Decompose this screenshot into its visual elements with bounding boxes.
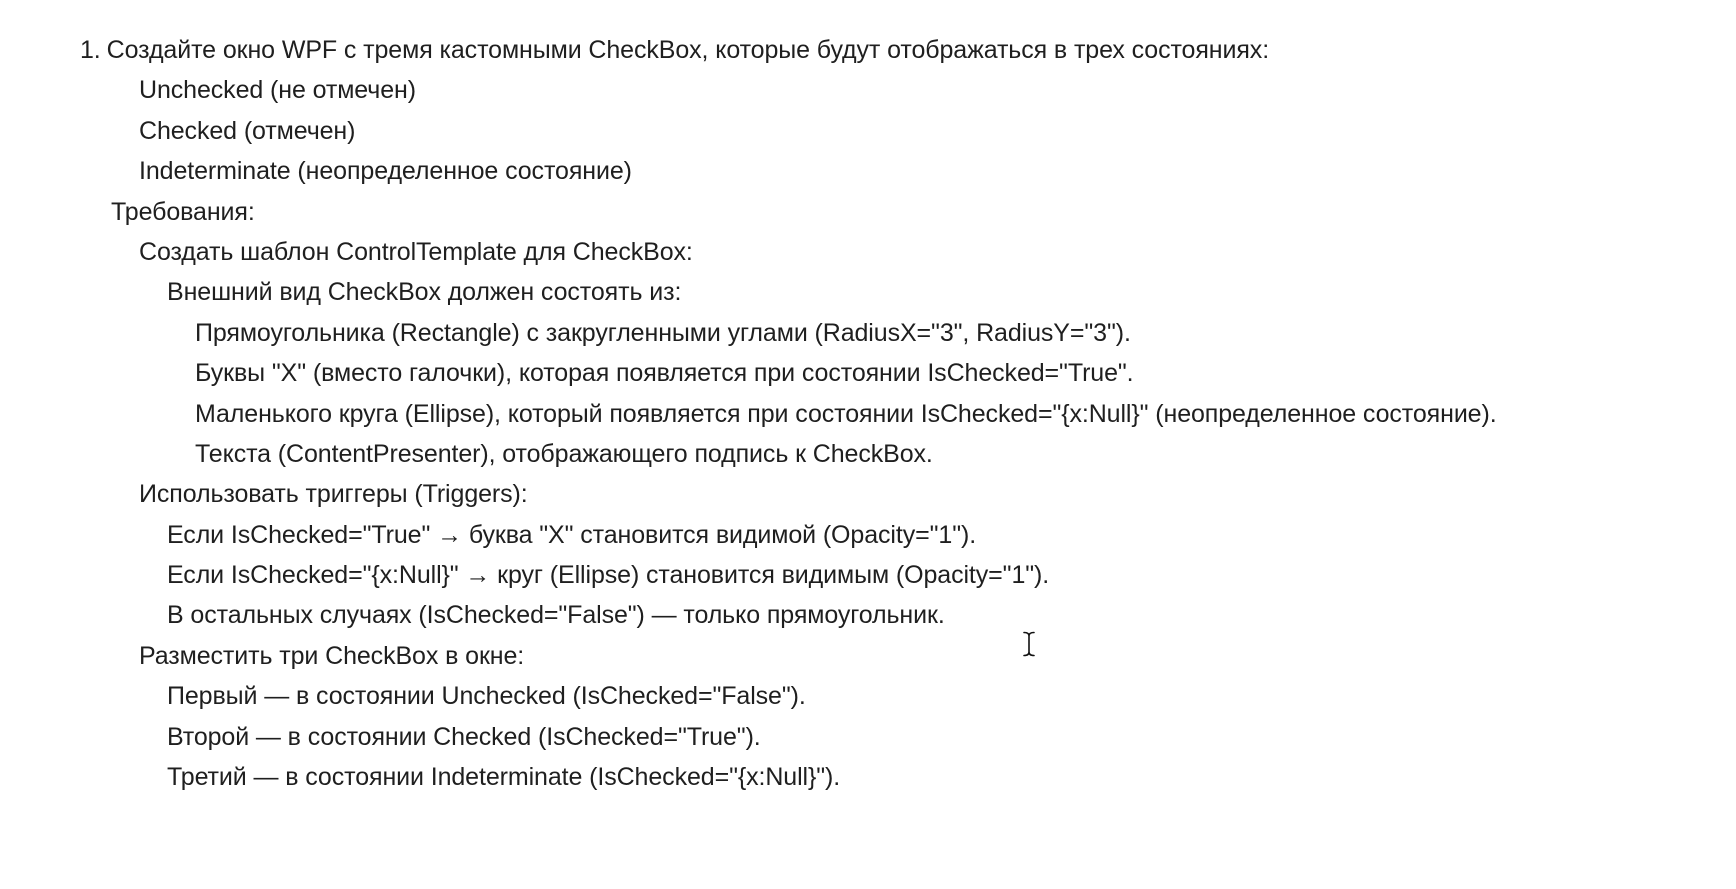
- requirements-heading: Требования:: [111, 197, 255, 226]
- appearance-letter-x: Буквы "X" (вместо галочки), которая появляется при состоянии IsChecked="True".: [195, 359, 1134, 388]
- list-number: 1.: [80, 36, 101, 64]
- state-unchecked-line: Unchecked (не отмечен): [139, 76, 416, 105]
- list-item-1: [0, 30, 1736, 70]
- placement-third: Третий — в состоянии Indeterminate (IsChecked="{x:Null}").: [167, 763, 841, 792]
- appearance-ellipse: Маленького круга (Ellipse), который появляется при состоянии IsChecked="{x:Null}" (неопределенное состояние).: [195, 399, 1497, 428]
- text-cursor-icon: [1022, 631, 1036, 657]
- placement-first: Первый — в состоянии Unchecked (IsChecked="False").: [167, 682, 806, 711]
- appearance-text: Текста (ContentPresenter), отображающего подпись к CheckBox.: [195, 439, 933, 468]
- trigger-checked: Если IsChecked="True" → буква "X" становится видимой (Opacity="1").: [167, 520, 977, 549]
- document-body: [0, 30, 1736, 797]
- appearance-heading: Внешний вид CheckBox должен состоять из:: [167, 278, 682, 307]
- state-indeterminate-line: Indeterminate (неопределенное состояние): [139, 157, 632, 186]
- task-title: Создайте окно WPF с тремя кастомными CheckBox, которые будут отображаться в трех состояниях:: [106, 36, 1270, 64]
- appearance-rectangle: Прямоугольника (Rectangle) с закругленными углами (RadiusX="3", RadiusY="3").: [195, 318, 1131, 347]
- placement-second: Второй — в состоянии Checked (IsChecked="True").: [167, 722, 761, 751]
- state-checked-line: Checked (отмечен): [139, 116, 356, 145]
- requirement-placement: Разместить три CheckBox в окне:: [139, 641, 525, 670]
- requirement-template: Создать шаблон ControlTemplate для CheckBox:: [139, 237, 693, 266]
- trigger-indeterminate: Если IsChecked="{x:Null}" → круг (Ellipse) становится видимым (Opacity="1").: [167, 561, 1050, 590]
- trigger-default: В остальных случаях (IsChecked="False") — только прямоугольник.: [167, 601, 945, 630]
- requirement-triggers: Использовать триггеры (Triggers):: [139, 480, 528, 509]
